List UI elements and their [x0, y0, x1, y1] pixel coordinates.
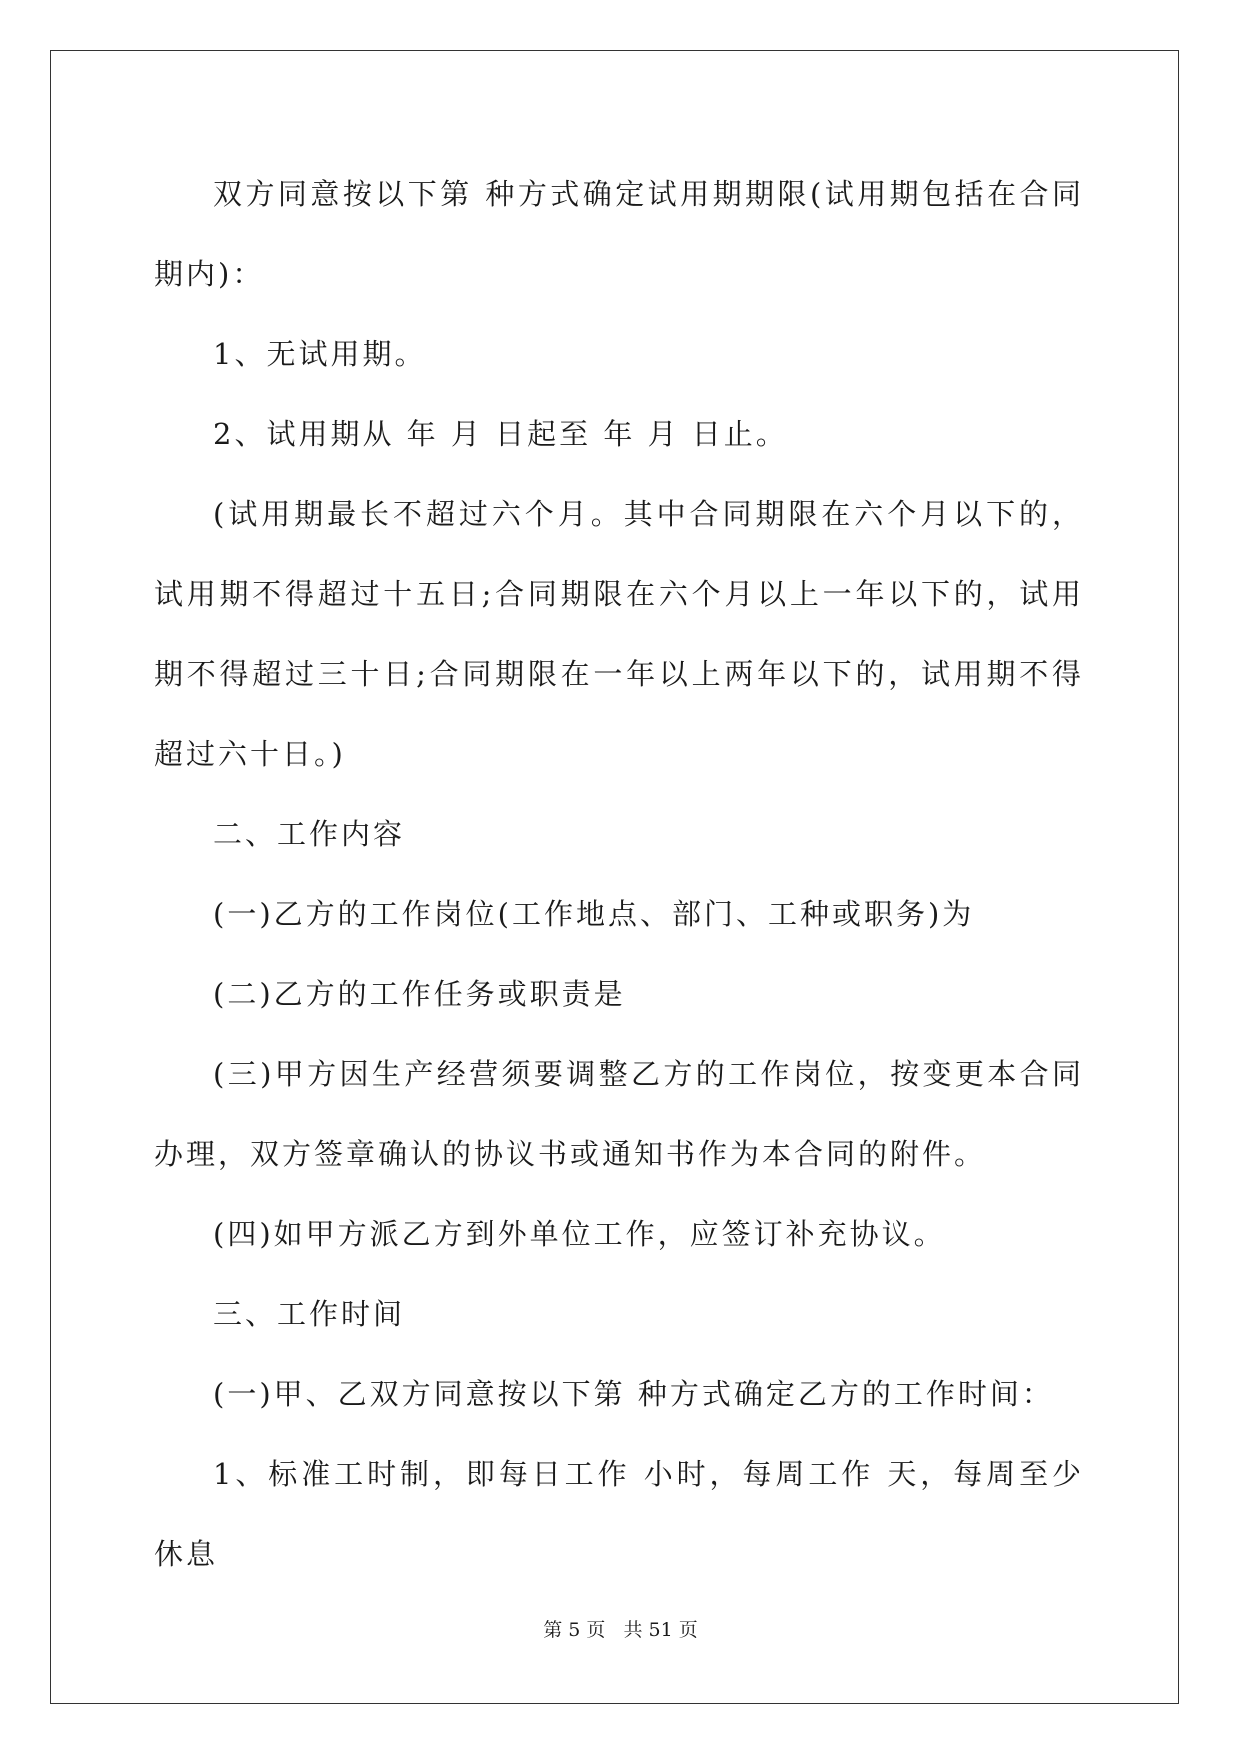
paragraph-probation-dates: 2、试用期从 年 月 日起至 年 月 日止。 — [213, 417, 788, 451]
paragraph-external-assignment: (四)如甲方派乙方到外单位工作，应签订补充协议。 — [213, 1217, 946, 1251]
page-number-footer: 第 5 页 共 51 页 — [543, 1619, 698, 1641]
heading-work-hours: 三、工作时间 — [213, 1297, 406, 1331]
paragraph-work-duties: (二)乙方的工作任务或职责是 — [213, 977, 626, 1011]
heading-work-content: 二、工作内容 — [213, 817, 406, 851]
paragraph-probation-choice: 双方同意按以下第 种方式确定试用期期限(试用期包括在合同期内)： — [154, 177, 1084, 291]
paragraph-position-adjustment: (三)甲方因生产经营须要调整乙方的工作岗位，按变更本合同办理，双方签章确认的协议书或通知书作为本合同的附件。 — [154, 1057, 1084, 1171]
paragraph-work-position: (一)乙方的工作岗位(工作地点、部门、工种或职务)为 — [213, 897, 975, 931]
document-body — [154, 154, 1084, 1594]
paragraph-probation-limits: (试用期最长不超过六个月。其中合同期限在六个月以下的，试用期不得超过十五日;合同期限在六个月以上一年以下的，试用期不得超过三十日;合同期限在一年以上两年以下的，试用期不得超过六十日。) — [154, 497, 1084, 771]
paragraph-no-probation: 1、无试用期。 — [213, 337, 427, 371]
paragraph-standard-hours: 1、标准工时制，即每日工作 小时，每周工作 天，每周至少休息 — [154, 1457, 1084, 1571]
paragraph-work-hours-choice: (一)甲、乙双方同意按以下第 种方式确定乙方的工作时间： — [213, 1377, 1054, 1411]
